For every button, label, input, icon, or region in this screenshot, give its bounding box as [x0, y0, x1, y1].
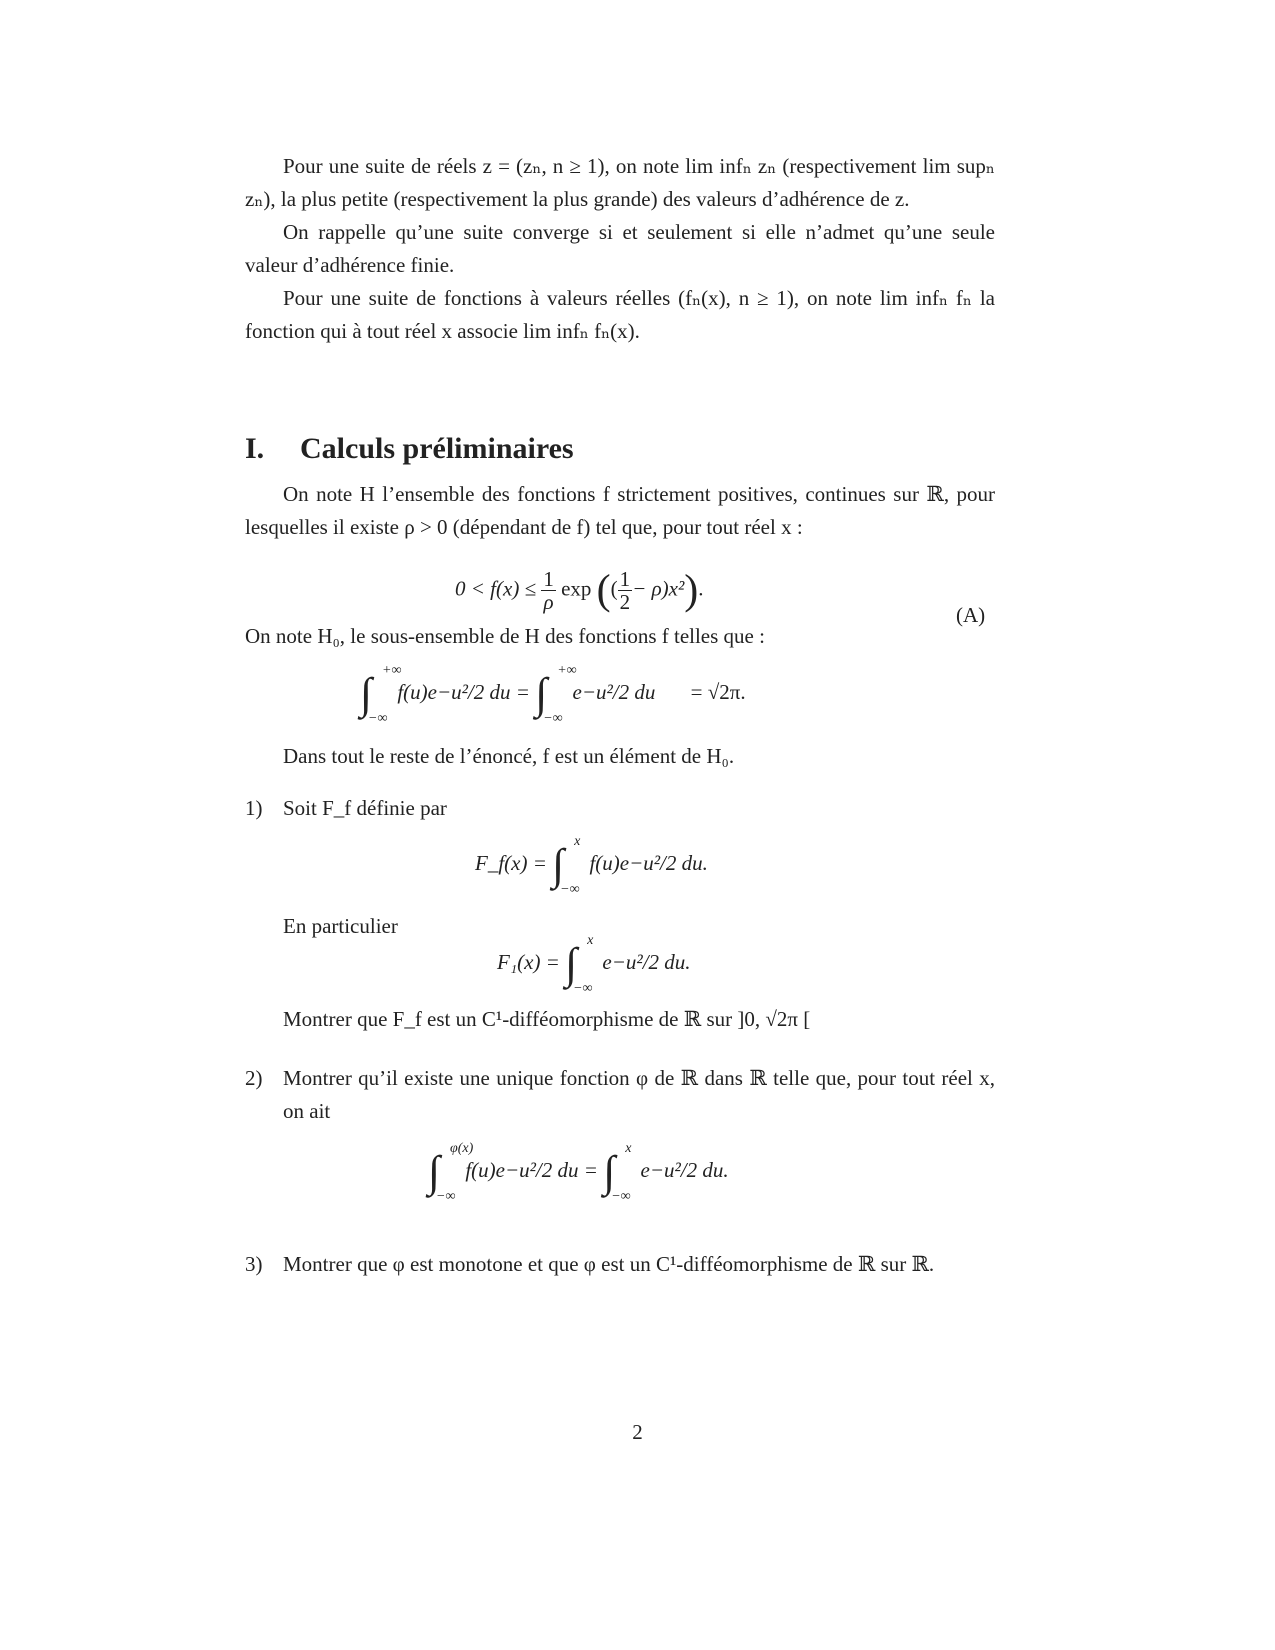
intro-paragraph-1: Pour une suite de réels z = (zₙ, n ≥ 1), on note lim infₙ zₙ (respectivement lim supₙ zₙ), la plus petite (respectivement la plus grande) des valeurs d’adhérence de z. — [245, 154, 995, 211]
question-3-label: 3) — [245, 1252, 263, 1276]
question-2-text: Montrer qu’il existe une unique fonction φ de ℝ dans ℝ telle que, pour tout réel x, on ait — [283, 1066, 995, 1123]
equation-a: 0 < f(x) ≤ $\frac{1}{\rho}$ exp (( $\frac{1}{2}$ − ρ)x²). — [455, 567, 704, 614]
integral-sign: ∫ φ(x) −∞ — [428, 1141, 474, 1204]
integral-sign: ∫ +∞ −∞ — [360, 663, 402, 726]
equation-phi: ∫ φ(x) −∞ f(u)e−u²/2 du = ∫ x −∞ e−u²/2 du. — [428, 1141, 729, 1204]
question-1-text: Soit F_f définie par — [283, 796, 447, 820]
equation-h0 — [360, 663, 746, 726]
question-1-conclusion: Montrer que F_f est un C¹-difféomorphisme de ℝ sur ]0, √2π [ — [283, 1007, 811, 1031]
rest-statement — [245, 740, 995, 773]
equation-a-tag: (A) — [956, 603, 986, 627]
question-3 — [245, 1248, 995, 1281]
equation-a-fraction: $\frac{1}{\rho}$ — [543, 567, 554, 614]
equation-h0-result: = √2π. — [690, 679, 746, 704]
definition-h-text: On note H l’ensemble des fonctions f strictement positives, continues sur ℝ, pour lesquelles il existe ρ > 0 (dépendant de f) tel que, pour tout réel x : — [245, 482, 995, 539]
question-2-label: 2) — [245, 1066, 263, 1090]
equation-a-exp: exp — [561, 576, 592, 601]
question-1 — [245, 792, 995, 825]
equation-a-left: 0 < f(x) ≤ — [455, 576, 537, 601]
question-1-label: 1) — [245, 796, 263, 820]
integral-sign: ∫ x −∞ — [565, 933, 594, 996]
definition-h0 — [245, 620, 995, 653]
intro-block — [245, 150, 995, 348]
page-number: 2 — [632, 1420, 643, 1444]
integral-sign: ∫ x −∞ — [552, 834, 581, 897]
rest-statement-text: Dans tout le reste de l’énoncé, f est un élément de H₀. — [283, 744, 735, 768]
definition-h — [245, 478, 995, 544]
particular-label: En particulier — [283, 914, 398, 938]
question-3-text: Montrer que φ est monotone et que φ est un C¹-difféomorphisme de ℝ sur ℝ. — [283, 1252, 935, 1276]
integral-sign: ∫ x −∞ — [603, 1141, 632, 1204]
equation-a-inner-fraction: $\frac{1}{2}$ — [619, 567, 631, 614]
integral-sign: ∫ +∞ −∞ — [535, 663, 577, 726]
section-heading — [245, 432, 574, 466]
intro-paragraph-2: On rappelle qu’une suite converge si et seulement si elle n’admet qu’une seule valeur d’adhérence finie. — [245, 220, 995, 277]
section-title: Calculs préliminaires — [300, 432, 574, 465]
question-2 — [245, 1062, 995, 1128]
section-number: I. — [245, 432, 265, 465]
equation-ff: F_f(x) = ∫ x −∞ f(u)e−u²/2 du. — [475, 834, 708, 897]
equation-h0-rhs: e−u²/2 du — [572, 679, 656, 704]
equation-f1: F₁(x) = ∫ x −∞ e−u²/2 du. — [497, 933, 691, 996]
equation-h0-lhs: f(u)e−u²/2 du = — [397, 679, 530, 704]
intro-paragraph-3: Pour une suite de fonctions à valeurs réelles (fₙ(x), n ≥ 1), on note lim infₙ fₙ la fonction qui à tout réel x associe lim infₙ fₙ(x). — [245, 286, 995, 343]
definition-h0-text: On note H₀, le sous-ensemble de H des fonctions f telles que : — [245, 624, 765, 648]
